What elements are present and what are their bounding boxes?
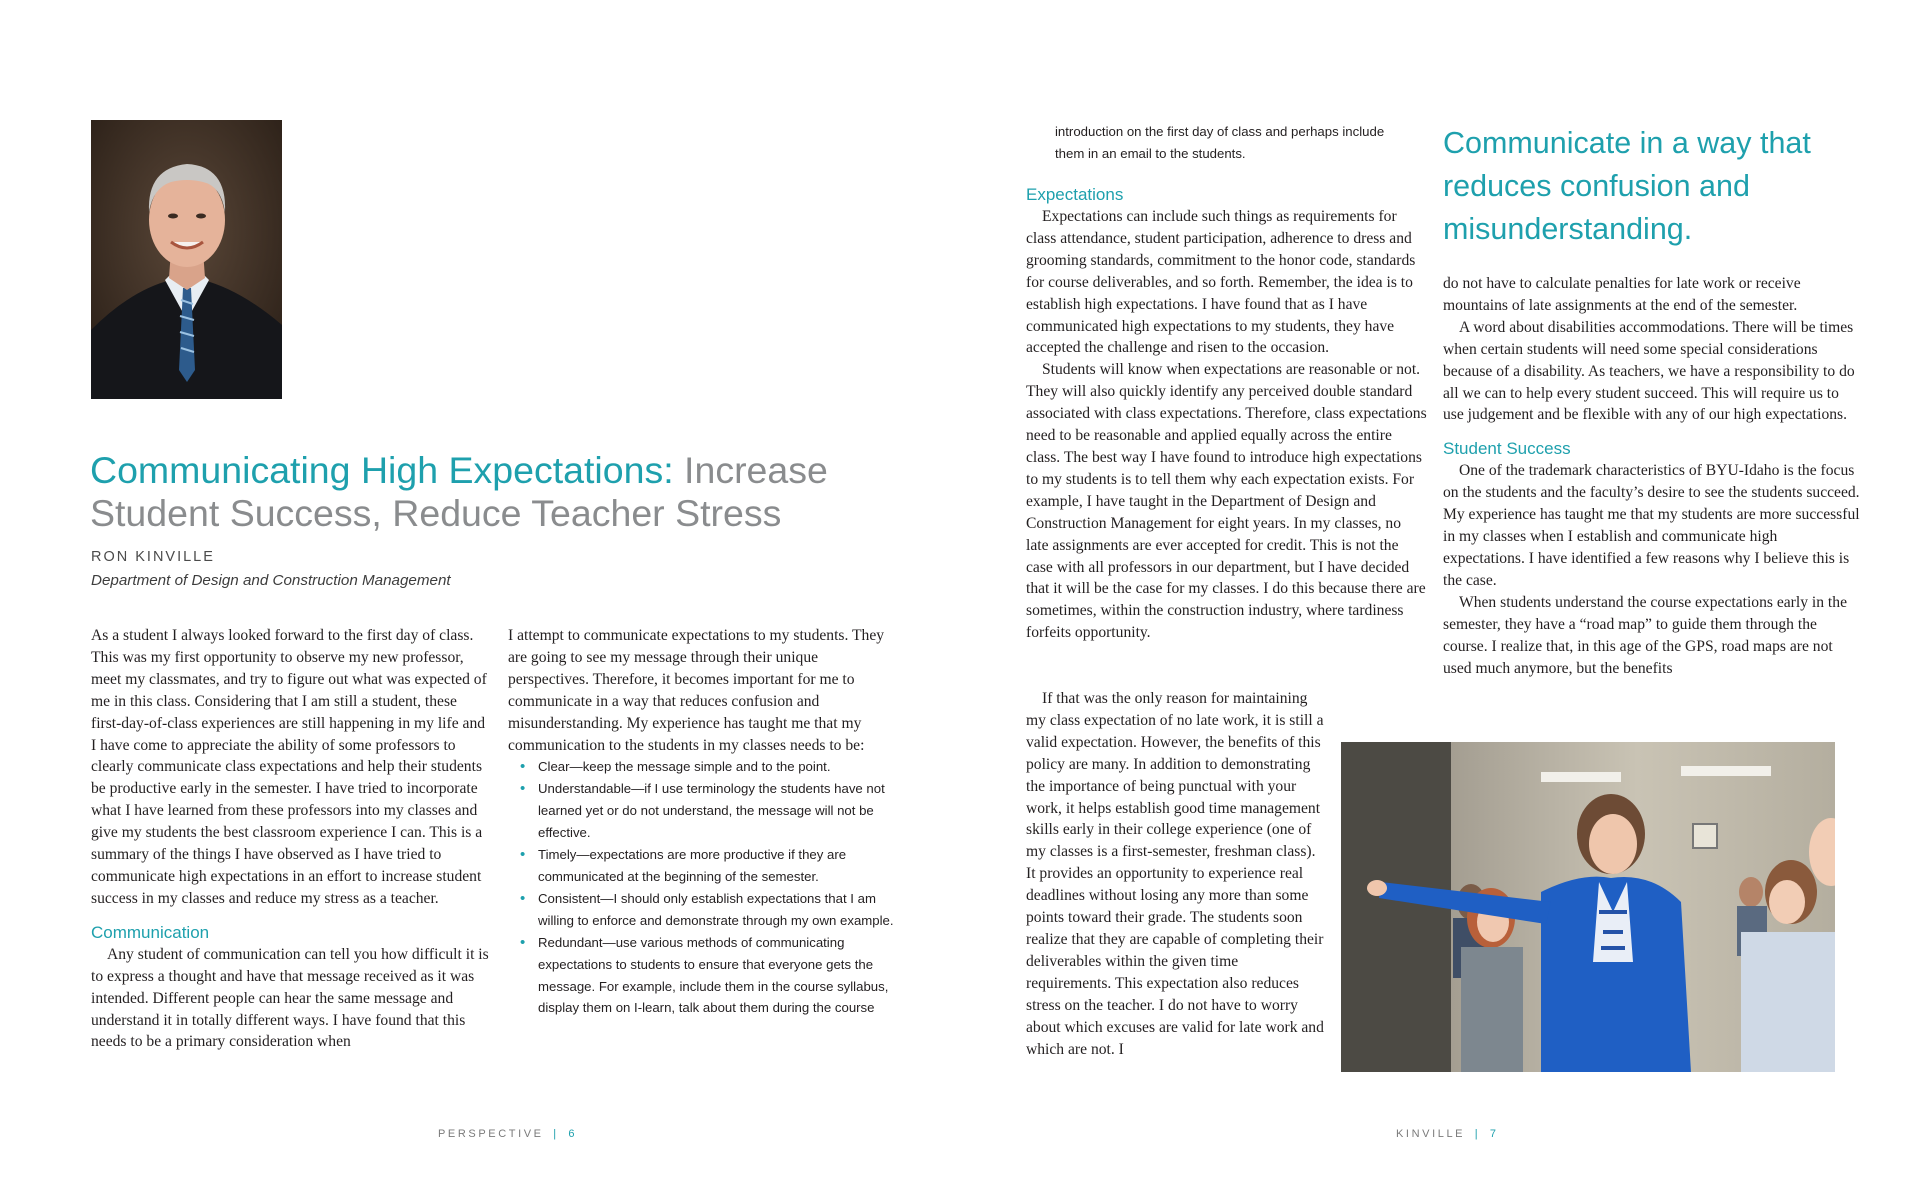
right-column-4: [1443, 273, 1863, 679]
page-number: 7: [1489, 1128, 1499, 1140]
bullet-clear: • Clear—keep the message simple and to the point.: [508, 756, 898, 778]
communication-bullet-list: [508, 756, 898, 1019]
col2-paragraph: I attempt to communicate expectations to my students. They are going to see my message through their unique perspectives. Therefore, it becomes important for me to communicate in a way that reduces confusion and misunderstanding. My experience has taught me that my communication to the students in my classes needs to be:: [508, 627, 885, 754]
col4-paragraph-2: A word about disabilities accommodations. There will be times when certain students will need some special considerations because of a disability. As teachers, we have a responsibility to do all we can to help every student succeed. This will require us to use judgement and be flexible with any of our high expectations.: [1443, 318, 1855, 424]
student-success-heading: Student Success: [1443, 439, 1571, 459]
right-column-3-lower: [1026, 688, 1326, 1060]
bullet-redundant: • Redundant—use various methods of communicating expectations to students to ensure that everyone gets the message. For example, include them in the course syllabus, display them on I-learn, talk about them during the course: [508, 932, 898, 1020]
folio-separator: |: [1474, 1128, 1481, 1140]
author-department: Department of Design and Construction Management: [91, 572, 451, 589]
bullet-understandable: • Understandable—if I use terminology the students have not learned yet or do not understand, the message will not be effective.: [508, 778, 898, 844]
expectations-paragraph-1: Expectations can include such things as requirements for class attendance, student participation, adherence to dress and grooming standards, commitment to the honor code, standards for course deliverables, and so forth. Remember, the idea is to establish high expectations. I have found that as I have communicated high expectations to my students, they have accepted the challenge and risen to the occasion.: [1026, 208, 1416, 357]
page-number: 6: [568, 1128, 578, 1140]
communication-heading: Communication: [91, 922, 210, 942]
student-success-paragraph-1: One of the trademark characteristics of BYU-Idaho is the focus on the students and the faculty’s desire to see the students succeed. My experience has taught me that my students are more successful in my classes when I establish and communicate high expectations. I have identified a few reasons why I believe this is the case.: [1443, 462, 1860, 589]
folio-label: PERSPECTIVE: [438, 1128, 544, 1140]
left-column-1: [91, 625, 491, 1053]
right-column-3: [1026, 184, 1427, 644]
left-page-folio: [438, 1128, 577, 1140]
classroom-photo: [1341, 742, 1835, 1072]
author-name: RON KINVILLE: [91, 549, 215, 565]
article-title-accent: Communicating High Expectations:: [90, 449, 674, 491]
article-title-rest: Increase Student Success, Reduce Teacher Stress: [90, 449, 828, 534]
bullet-consistent: • Consistent—I should only establish expectations that I am willing to enforce and demonstrate through my own example.: [508, 888, 898, 932]
pull-quote: Communicate in a way that reduces confusion and misunderstanding.: [1443, 126, 1811, 246]
expectations-paragraph-2: Students will know when expectations are reasonable or not. They will also quickly identify any perceived double standard associated with class expectations. Therefore, class expectations need to be reasonable and applied equally across the entire class. The best way I have found to introduce high expectations to my students is to tell them why each expectation exists. For example, I have taught in the Department of Design and Construction Management for eight years. In my classes, no late assignments are ever accepted for credit. This is not the case with all professors in our department, but I have decided that it will be the case for my classes. I do this because there are sometimes, within the construction industry, where tardiness forfeits opportunity.: [1026, 361, 1427, 642]
folio-label: KINVILLE: [1396, 1128, 1466, 1140]
left-column-2: [508, 625, 898, 1019]
bullet-continuation: introduction on the first day of class and perhaps include them in an email to the students.: [1055, 124, 1385, 161]
communication-paragraph: Any student of communication can tell you how difficult it is to express a thought and have that message received as it was intended. Different people can hear the same message and understand it in totally different ways. I have found that this needs to be a primary consideration when: [91, 945, 489, 1051]
article-title: [90, 449, 890, 535]
col4-paragraph-1: do not have to calculate penalties for late work or receive mountains of late assignments at the end of the semester.: [1443, 275, 1801, 314]
expectations-heading: Expectations: [1026, 185, 1124, 204]
expectations-paragraph-3: If that was the only reason for maintaining my class expectation of no late work, it is still a valid expectation. However, the benefits of this policy are many. In addition to demonstrating the importance of being punctual with your work, it helps establish good time management skills early in their college experience (one of my classes is a first-semester, freshman class). It provides an opportunity to experience real deadlines without losing any more than some points toward their grade. The students soon realize that they are capable of completing their deliverables within the given time requirements. This expectation also reduces stress on the teacher. I do not have to worry about which excuses are valid for late work and which are not. I: [1026, 690, 1324, 1058]
bullet-timely: • Timely—expectations are more productive if they are communicated at the beginning of the semester.: [508, 844, 898, 888]
student-success-paragraph-2: When students understand the course expectations early in the semester, they have a “road map” to guide them through the course. I realize that, in this age of the GPS, road maps are not used much anymore, but the benefits: [1443, 593, 1847, 677]
right-page-folio: [1396, 1128, 1499, 1140]
intro-paragraph: As a student I always looked forward to the first day of class. This was my first opportunity to observe my new professor, meet my classmates, and try to figure out what was expected of me in this class. Considering that I am still a student, these first-day-of-class experiences are still happening in my life and I have come to appreciate the ability of some professors to clearly communicate class expectations and help their students be productive early in the semester. I have tried to incorporate what I have learned from these professors into my classes and give my students the best classroom experience I can. This is a summary of the things I have observed as I have tried to communicate high expectations in an effort to increase student success in my classes and reduce my stress as a teacher.: [91, 627, 487, 907]
author-portrait-photo: [91, 120, 282, 399]
folio-separator: |: [553, 1128, 559, 1140]
